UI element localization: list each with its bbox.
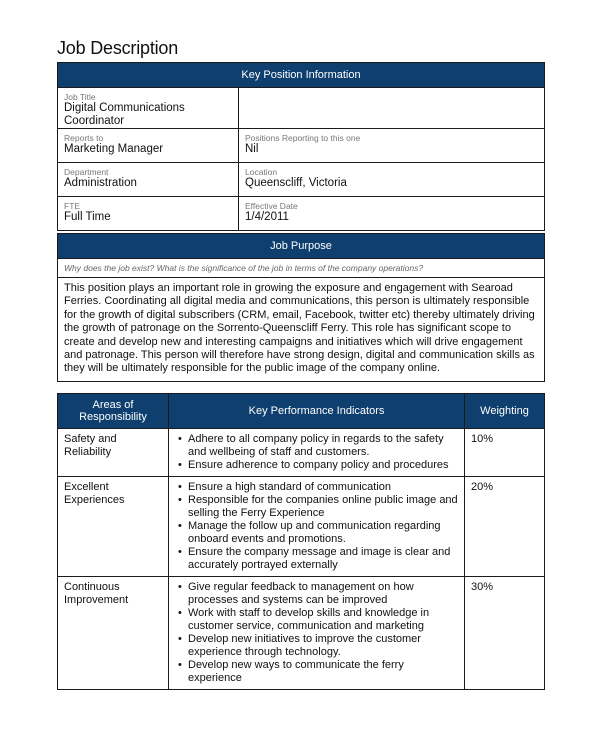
field-label: Reports to xyxy=(64,133,104,143)
kpi-cell xyxy=(169,577,465,690)
field-value: Full Time xyxy=(64,211,111,223)
list-item: • Work with staff to develop skills and knowledge in customer service, communication and marketing xyxy=(188,607,458,633)
field-value: Marketing Manager xyxy=(64,143,164,155)
field-value: 1/4/2011 xyxy=(245,211,289,223)
list-item: • Develop new ways to communicate the ferry experience xyxy=(188,659,458,685)
key-position-header: Key Position Information xyxy=(58,63,545,88)
field-value: Queenscliff, Victoria xyxy=(245,177,347,189)
field-effective-date xyxy=(239,197,545,231)
field-value: Digital Communications Coordinator xyxy=(64,102,185,127)
kpi-header-indicators: Key Performance Indicators xyxy=(169,394,465,429)
field-empty xyxy=(239,88,545,129)
page-title: Job Description xyxy=(57,38,179,58)
list-item: • Responsible for the companies online public image and selling the Ferry Experience xyxy=(188,494,458,520)
table-row xyxy=(58,429,545,477)
kpi-list xyxy=(175,481,458,572)
field-department xyxy=(58,163,239,197)
field-label: FTE xyxy=(64,201,81,211)
field-value: Administration xyxy=(64,177,137,189)
list-item: • Adhere to all company policy in regards to the safety and wellbeing of staff and customers. xyxy=(188,433,458,459)
kpi-list xyxy=(175,433,458,472)
field-positions-reporting xyxy=(239,129,545,163)
job-purpose-question: Why does the job exist? What is the significance of the job in terms of the company operations? xyxy=(58,259,545,278)
kpi-header-area: Areas of Responsibility xyxy=(58,394,169,429)
kpi-header-weighting: Weighting xyxy=(465,394,545,429)
table-row xyxy=(58,477,545,577)
weighting-cell: 20% xyxy=(465,477,545,577)
kpi-cell xyxy=(169,477,465,577)
weighting-cell: 30% xyxy=(465,577,545,690)
field-fte xyxy=(58,197,239,231)
list-item: • Ensure adherence to company policy and procedures xyxy=(188,459,458,472)
field-label: Location xyxy=(245,167,278,177)
list-item: • Ensure the company message and image is clear and accurately portrayed externally xyxy=(188,546,458,572)
field-label xyxy=(245,88,538,92)
field-label: Job Title xyxy=(64,92,96,102)
field-label: Department xyxy=(64,167,109,177)
list-item: • Manage the follow up and communication regarding onboard events and promotions. xyxy=(188,520,458,546)
field-label: Positions Reporting to this one xyxy=(245,133,361,143)
list-item: • Develop new initiatives to improve the customer experience through technology. xyxy=(188,633,458,659)
field-reports-to xyxy=(58,129,239,163)
area-cell: Safety and Reliability xyxy=(58,429,169,477)
field-value: Nil xyxy=(245,143,259,155)
list-item: • Ensure a high standard of communication xyxy=(188,481,458,494)
job-purpose-table xyxy=(57,233,545,382)
kpi-list xyxy=(175,581,458,685)
table-row xyxy=(58,577,545,690)
key-position-table xyxy=(57,62,545,231)
job-purpose-text: This position plays an important role in growing the exposure and engagement with Searoad Ferries. Coordinating all digital media and communications, this person is ultimately responsible for the growth of digital subscribers (CRM, email, Facebook, twitter etc) thereby ultimately driving the growth of patronage on the Sorrento-Queenscliff Ferry. This role has significant scope to create and develop new and interesting campaigns and initiatives which will drive engagement and patronage. This person will therefore have strong design, digital and communication skills as they will be ultimately responsible for the public image of the company online. xyxy=(58,278,545,382)
weighting-cell: 10% xyxy=(465,429,545,477)
field-location xyxy=(239,163,545,197)
field-label: Effective Date xyxy=(245,201,298,211)
field-job-title xyxy=(58,88,239,129)
area-cell: Excellent Experiences xyxy=(58,477,169,577)
kpi-table xyxy=(57,393,545,690)
area-cell: Continuous Improvement xyxy=(58,577,169,690)
list-item: • Give regular feedback to management on how processes and systems can be improved xyxy=(188,581,458,607)
job-purpose-header: Job Purpose xyxy=(58,234,545,259)
kpi-cell xyxy=(169,429,465,477)
